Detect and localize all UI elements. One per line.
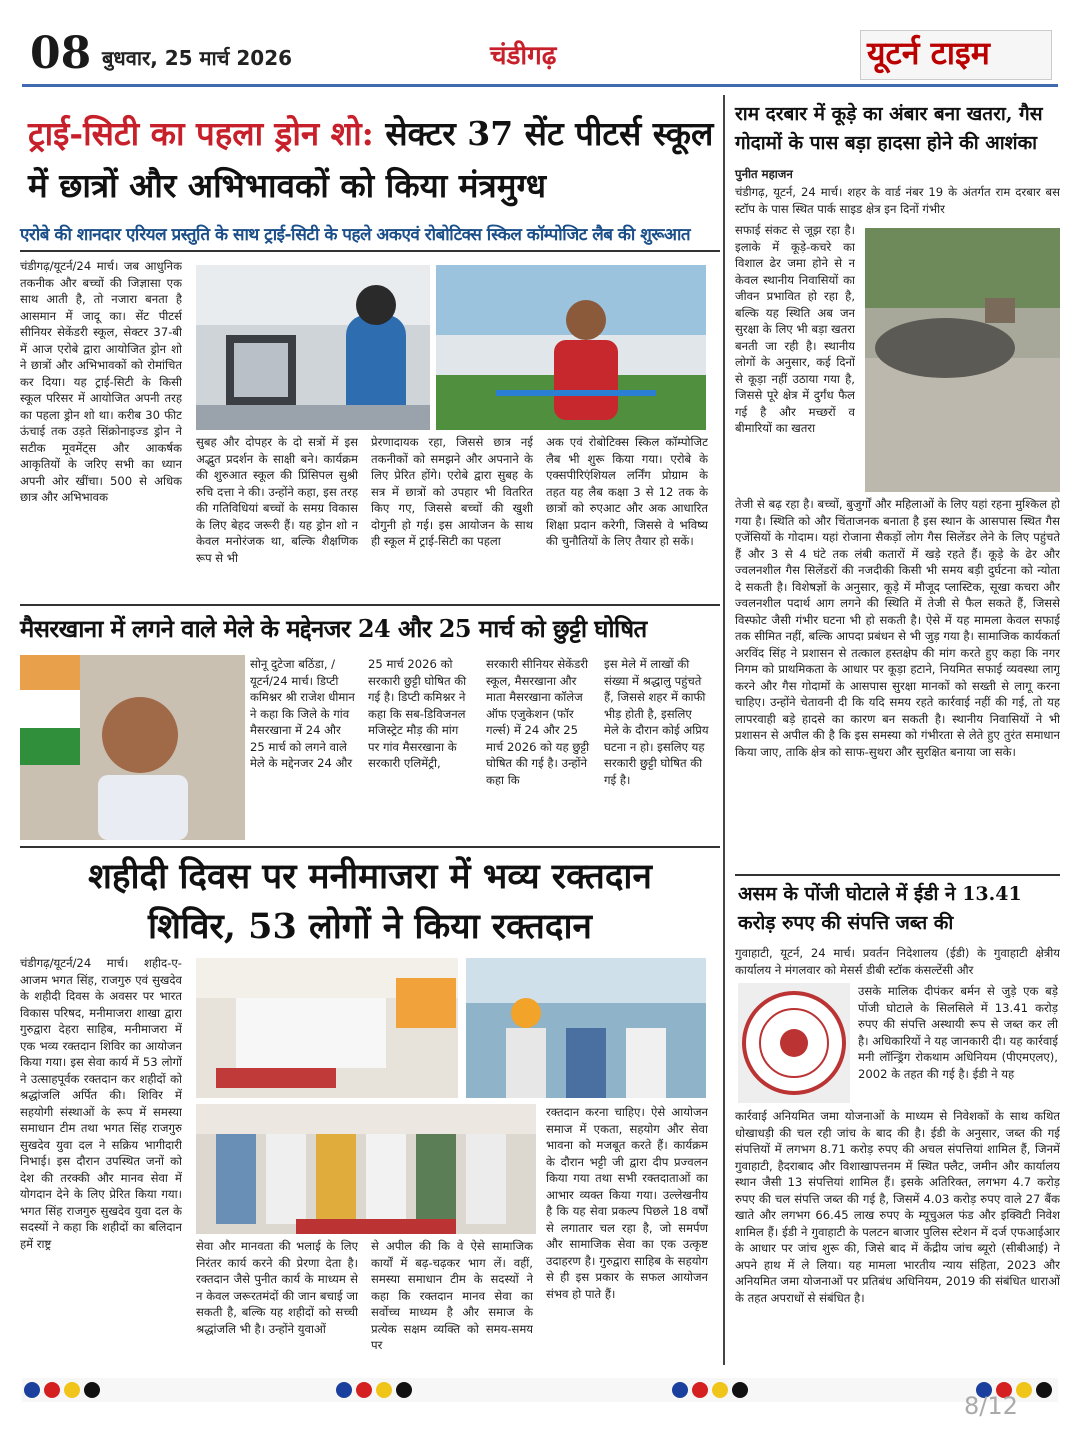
article5-headline: असम के पोंजी घोटाले में ईडी ने 13.41 करोड़ रुपए की संपत्ति जब्त की: [738, 883, 1022, 934]
article4-lead: चंडीगढ़, यूटर्न, 24 मार्च। शहर के वार्ड नंबर 19 के अंतर्गत राम दरबार बस स्टॉप के पास स्थित पार्क साइड क्षेत्र इन दिनों गंभीर: [735, 185, 1060, 216]
drone-lab-photo-art: [196, 265, 430, 430]
principal-photo: [436, 265, 706, 430]
ed-seal-icon: [738, 983, 850, 1103]
page-indicator: 8/12: [964, 1392, 1018, 1420]
article2-rule: [20, 604, 720, 606]
footer-dot: [396, 1382, 412, 1398]
article3-col4: रक्तदान करना चाहिए। ऐसे आयोजन समाज में एकता, सहयोग और सेवा भावना को मजबूत करते हैं। कार्यक्रम के दौरान भट्टी जी द्वारा दीप प्रज्वलन किया गया तथा सभी रक्तदाताओं का आभार व्यक्त किया गया। उल्लेखनीय है कि यह सेवा प्रकल्प पिछले 18 वर्षों से लगातार चल रहा है, जो समर्पण और सामाजिक सेवा का एक उत्कृष्ट उदाहरण है। गुरुद्वारा साहिब के सहयोग से ही इस प्रकार के सफल आयोजन संभव हो पाते हैं।: [546, 1105, 708, 1301]
newspaper-logo: [860, 30, 1052, 80]
article2-col3: सरकारी सीनियर सेकेंडरी स्कूल, मैसरखाना और माता मैसरखाना कॉलेज ऑफ एजुकेशन (फॉर गर्ल्स) में 24 और 25 मार्च 2026 को यह छुट्टी घोषित की गई है। उन्होंने कहा कि: [486, 657, 590, 787]
logo-text: यूटर्न टाइम: [867, 34, 990, 72]
article5-lead: गुवाहाटी, यूटर्न, 24 मार्च। प्रवर्तन निदेशालय (ईडी) के गुवाहाटी क्षेत्रीय कार्यालय ने मंगलवार को मेसर्स डीबी स्टॉक कंसल्टेंसी और: [735, 946, 1060, 977]
column-divider: [723, 95, 725, 1365]
dc-photo: [20, 655, 245, 840]
footer-dot: [1016, 1382, 1032, 1398]
garbage-photo: [865, 228, 1060, 492]
article3-headline: शहीदी दिवस पर मनीमाजरा में भव्य रक्तदान शिविर, 53 लोगों ने किया रक्तदान: [88, 856, 652, 947]
article2-col4: इस मेले में लाखों की संख्या में श्रद्धालु पहुंचते हैं, जिससे शहर में काफी भीड़ होती है, इसलिए मेले के दौरान कोई अप्रिय घटना न हो। इसलिए यह सरकारी छुट्टी घोषित की गई है।: [604, 657, 709, 787]
article4-wrap: सफाई संकट से जूझ रहा है। इलाके में कूड़े-कचरे का विशाल ढेर जमा होने से न केवल स्थानीय निवासियों का जीवन प्रभावित हो रहा है, बल्कि यह स्थिति अब जन सुरक्षा के लिए भी बड़ा खतरा बनती जा रही है। स्थानीय लोगों के अनुसार, कई दिनों से कूड़ा नहीं उठाया गया है, जिससे पूरे क्षेत्र में दुर्गंध फैल गई है और मच्छरों व बीमारियों का खतरा: [735, 223, 855, 435]
footer-dot: [732, 1382, 748, 1398]
article1-col3: प्रेरणादायक रहा, जिससे छात्र नई तकनीकों को समझने और अपनाने के लिए प्रेरित होंगे। एरोबे द्वारा सुबह के सत्र में छात्रों को उपहार भी वितरित किए गए, जिससे बच्चों की खुशी दोगुनी हो गई। इस आयोजन के साथ ही स्कूल में ट्राई-सिटी का पहला: [371, 435, 533, 548]
footer-dot: [84, 1382, 100, 1398]
footer-dot: [356, 1382, 372, 1398]
footer-dot: [336, 1382, 352, 1398]
article3-col3: से अपील की कि वे ऐसे सामाजिक कार्यों में बढ़-चढ़कर भाग लें। वहीं, समस्या समाधान टीम के सदस्यों ने कहा कि रक्तदान मानव सेवा का सर्वोच्च माध्यम है और समाज के प्रत्येक सक्षम व्यक्ति को समय-समय पर: [371, 1239, 533, 1352]
blood-camp-photo1: [196, 958, 458, 1098]
article5-wrap: उसके मालिक दीपंकर बर्मन से जुड़े एक बड़े पोंजी घोटाले के सिलसिले में 13.41 करोड़ रुपए की संपत्ति अस्थायी रूप से जब्त कर ली है। अधिकारियों ने यह जानकारी दी। यह कार्रवाई मनी लॉन्ड्रिंग रोकथाम अधिनियम (पीएमएलए), 2002 के तहत की गई है। ईडी ने यह: [858, 984, 1058, 1081]
blood-camp-photo3-art: [196, 1104, 536, 1234]
article2-col2: 25 मार्च 2026 को सरकारी छुट्टी घोषित की गई है। डिप्टी कमिश्नर ने कहा कि सब-डिविजनल मजिस्ट्रेट मौड़ की मांग पर गांव मैसरखाना के सरकारी एलिमेंट्री,: [368, 657, 467, 770]
blood-camp-photo3: [196, 1104, 536, 1234]
article4-body: तेजी से बढ़ रहा है। बच्चों, बुजुर्गों और महिलाओं के लिए यहां रहना मुश्किल हो गया है। स्थिति को और चिंताजनक बनाता है इस स्थान के आसपास स्थित गैस एजेंसियों के गोदाम। यहां रोजाना सैकड़ों लोग गैस सिलेंडर लेने के लिए पहुंचते हैं और 3 से 4 घंटे तक लंबी कतारों में खड़े रहते हैं। कूड़े के ढेर और ज्वलनशील गैस सिलेंडरों की नजदीकी किसी भी समय बड़ी दुर्घटना को न्योता दे सकती है। विशेषज्ञों के अनुसार, कूड़े में मौजूद प्लास्टिक, सूखा कचरा और ज्वलनशील पदार्थ आग लगने की स्थिति में तेजी से फैल सकते हैं, जिससे विस्फोट जैसी गंभीर घटना भी हो सकती है। ऐसे में यह मामला केवल सफाई तक सीमित नहीं, बल्कि आपदा प्रबंधन से भी जुड़ गया है। सामाजिक कार्यकर्ता अरविंद सिंह ने प्रशासन से तत्काल हस्तक्षेप की मांग करते हुए कहा कि नगर निगम को प्राथमिकता के आधार पर कूड़ा हटाने, नियमित सफाई व्यवस्था लागू करने और गैस गोदामों के आसपास सुरक्षा मानकों को सख्ती से लागू करना चाहिए। उन्होंने चेतावनी दी कि यदि समय रहते कार्रवाई नहीं की गई, तो यह लापरवाही बड़े हादसे का कारण बन सकती है। स्थानीय निवासियों ने भी प्रशासन से अपील की है कि इस समस्या को गंभीरता से लेते हुए तुरंत समाधान किया जाए, ताकि क्षेत्र को साफ-सुथरा और सुरक्षित बनाया जा सके।: [735, 497, 1060, 759]
footer-dot: [376, 1382, 392, 1398]
article2-col1: सोनू दुटेजा बठिंडा, /यूटर्न/24 मार्च। डिप्टी कमिश्नर श्री राजेश धीमान ने कहा कि जिले के गांव मैसरखाना में 24 और 25 मार्च को लगने वाले मेले के मद्देनजर 24 और: [250, 657, 355, 770]
footer-dot: [692, 1382, 708, 1398]
footer-dot: [44, 1382, 60, 1398]
article4-byline: पुनीत महाजन: [735, 167, 793, 181]
article1-rule: [20, 250, 720, 252]
blood-camp-photo1-art: [196, 958, 458, 1098]
drone-lab-photo: [196, 265, 430, 430]
footer-dot: [24, 1382, 40, 1398]
ed-seal: [738, 983, 850, 1103]
article1-col2: सुबह और दोपहर के दो सत्रों में इस अद्भुत प्रदर्शन के साक्षी बने। कार्यक्रम की शुरुआत स्कूल की प्रिंसिपल सुश्री रुचि दत्ता ने की। उन्होंने कहा, इस तरह की गतिविधियां बच्चों के समग्र विकास के लिए बेहद जरूरी हैं। यह ड्रोन शो न केवल मनोरंजक था, बल्कि शैक्षणिक रूप से भी: [196, 435, 358, 565]
dc-photo-art: [20, 655, 245, 840]
article3-col1: चंडीगढ़/यूटर्न/24 मार्च। शहीद-ए-आजम भगत सिंह, राजगुरु एवं सुखदेव के शहीदी दिवस के अवसर पर भारत विकास परिषद, मनीमाजरा शाखा द्वारा गुरुद्वारा देहरा साहिब, मनीमाजरा में एक भव्य रक्तदान शिविर का आयोजन किया गया। इस सेवा कार्य में 53 लोगों ने उत्साहपूर्वक रक्तदान कर शहीदों को श्रद्धांजलि अर्पित की। शिविर में सहयोगी संस्थाओं के रूप में समस्या समाधान टीम तथा भगत सिंह राजगुरु सुखदेव युवा दल ने सक्रिय भागीदारी निभाई। इस दौरान उपस्थित जनों को देश की तरक्की और मानव सेवा में योगदान देने के लिए प्रेरित किया गया। भगत सिंह राजगुरु सुखदेव युवा दल के सदस्यों ने कहा कि शहीदों का बलिदान हमें राष्ट्र: [20, 956, 182, 1251]
article1-headline: [28, 108, 718, 212]
article2-headline: मैसरखाना में लगने वाले मेले के मद्देनजर 24 और 25 मार्च को छुट्टी घोषित: [20, 614, 647, 643]
article1-col4: अक एवं रोबोटिक्स स्किल कॉम्पोजिट लैब भी शुरू किया गया। एरोबे के एक्सपीरिएंशियल लर्निंग प्रोग्राम के तहत यह लैब कक्षा 3 से 12 तक के छात्रों को रुएआट और अक आधारित शिक्षा प्रदान करेगी, जिससे वे भविष्य की चुनौतियों के लिए तैयार हो सकें।: [546, 435, 708, 548]
footer-dot: [1036, 1382, 1052, 1398]
garbage-photo-art: [865, 228, 1060, 492]
article1-headline-rest: सेक्टर 37 सेंट पीटर्स स्कूल में छात्रों और अभिभावकों को किया मंत्रमुग्ध: [28, 114, 714, 205]
page-number: 08: [30, 28, 92, 79]
principal-photo-art: [436, 265, 706, 430]
article5-body: कार्रवाई अनियमित जमा योजनाओं के माध्यम से निवेशकों के साथ कथित धोखाधड़ी की चल रही जांच के बाद की है। ईडी के अनुसार, जब्त की गई संपत्तियों में लगभग 8.71 करोड़ रुपए की अचल संपत्तियां शामिल हैं, जिनमें गुवाहाटी, हैदराबाद और विशाखापत्तनम में स्थित फ्लैट, जमीन और कार्यालय स्थान जैसी 13 संपत्तियां शामिल हैं। इसके अतिरिक्त, लगभग 4.7 करोड़ रुपए की चल संपत्ति जब्त की गई है, जिसमें 4.03 करोड़ रुपए वाले 27 बैंक खाते और लगभग 66.45 लाख रुपए के म्यूचुअल फंड और इक्विटी निवेश शामिल हैं। ईडी ने गुवाहाटी के पलटन बाजार पुलिस स्टेशन में दर्ज एफआईआर के आधार पर जांच शुरू की, जिसे बाद में केंद्रीय जांच ब्यूरो (सीबीआई) ने अपने हाथ में ले लिया। यह मामला भारतीय न्याय संहिता, 2023 और अनियमित जमा योजनाओं पर प्रतिबंध अधिनियम, 2019 की संबंधित धाराओं के तहत अपराधों से संबंधित है।: [735, 1109, 1060, 1305]
blood-camp-photo2: [466, 958, 706, 1098]
footer-dot: [672, 1382, 688, 1398]
article3-rule: [20, 846, 720, 848]
article3-col2: सेवा और मानवता की भलाई के लिए निरंतर कार्य करने की प्रेरणा देता है। रक्तदान जैसे पुनीत कार्य के माध्यम से न केवल जरूरतमंदों की जान बचाई जा सकती है, बल्कि यह शहीदों को सच्ची श्रद्धांजलि भी है। उन्होंने युवाओं: [196, 1239, 358, 1336]
article5-rule: [735, 874, 1060, 876]
footer-dot: [712, 1382, 728, 1398]
article4-headline: राम दरबार में कूड़े का अंबार बना खतरा, गैस गोदामों के पास बड़ा हादसा होने की आशंका: [735, 103, 1043, 154]
article1-subhead: एरोबे की शानदार एरियल प्रस्तुति के साथ ट्राई-सिटी के पहले अकएवं रोबोटिक्स स्किल कॉम्पोजिट लैब की शुरूआत: [20, 225, 691, 245]
edition-city: चंडीगढ़: [490, 41, 557, 71]
blood-camp-photo2-art: [466, 958, 706, 1098]
article1-col1: चंडीगढ़/यूटर्न/24 मार्च। जब आधुनिक तकनीक और बच्चों की जिज्ञासा एक साथ आती है, तो नजारा बनता है आसमान में जादू का। सेंट पीटर्स सीनियर सेकेंडरी स्कूल, सेक्टर 37-बी में आज एरोबे द्वारा आयोजित ड्रोन शो ने छात्रों और अभिभावकों को रोमांचित कर दिया। यह ट्राई-सिटी के किसी स्कूल परिसर में आयोजित अपनी तरह का पहला ड्रोन शो था। करीब 30 फीट ऊंचाई तक उड़ते सिंक्रोनाइज्ड ड्रोन ने सटीक मूवमेंट्स और आकर्षक आकृतियों के जरिए सभी का ध्यान अपनी ओर खींचा। 500 से अधिक छात्र और अभिभावक: [20, 259, 182, 504]
article1-headline-red: ट्राई-सिटी का पहला ड्रोन शो:: [28, 114, 374, 153]
footer-bar: [22, 1378, 1058, 1402]
issue-date: बुधवार, 25 मार्च 2026: [102, 46, 293, 70]
footer-dot: [64, 1382, 80, 1398]
